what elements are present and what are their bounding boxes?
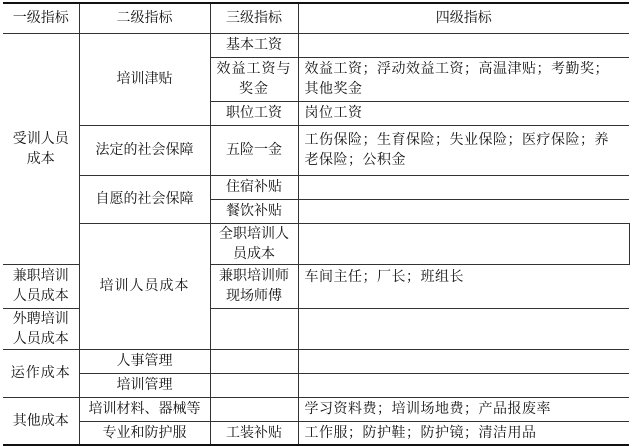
- level1-cell: 其他成本: [3, 397, 79, 445]
- level2-cell: 培训管理: [79, 373, 210, 397]
- level3-cell: 职位工资: [210, 101, 298, 125]
- level1-cell: 运作成本: [3, 349, 79, 397]
- level4-cell: [298, 373, 629, 397]
- level1-cell: 受训人员成本: [3, 33, 79, 264]
- level3-cell: [210, 264, 298, 308]
- level4-cell: 效益工资；浮动效益工资；高温津贴；考勤奖；其他奖金: [298, 57, 629, 101]
- level3-cell: 工装补贴: [210, 421, 298, 445]
- level3-line: 兼职培训师: [219, 268, 289, 284]
- level2-cell: 兼职培训人员成本: [3, 264, 79, 308]
- level4-cell: 岗位工资: [298, 101, 629, 125]
- level1-cell: 培训人员成本: [79, 223, 210, 349]
- header-level1: 一级指标: [3, 3, 79, 33]
- table-row: [3, 397, 629, 421]
- table-row: [3, 125, 629, 175]
- table-row: [3, 373, 629, 397]
- level3-cell: 餐饮补贴: [210, 199, 298, 223]
- level2-cell: 全职培训人员成本: [210, 223, 298, 264]
- level4-cell: [298, 33, 629, 57]
- level4-cell: 车间主任；厂长；班组长: [298, 264, 629, 308]
- level4-cell: 工作服；防护鞋；防护镜；清洁用品: [298, 421, 629, 445]
- header-level3: 三级指标: [210, 3, 298, 33]
- level2-cell: 专业和防护服: [79, 421, 210, 445]
- level3-cell: [298, 223, 629, 264]
- level4-cell: [298, 308, 629, 349]
- level3-cell: [210, 373, 298, 397]
- table-row: [3, 33, 629, 57]
- level2-cell: 人事管理: [79, 349, 210, 373]
- level4-cell: 工伤保险；生育保险；失业保险；医疗保险；养老保险；公积金: [298, 125, 629, 175]
- level4-cell: [298, 199, 629, 223]
- header-row: [3, 3, 629, 33]
- table-row: [3, 223, 629, 264]
- level2-cell: 培训材料、器械等: [79, 397, 210, 421]
- level3-cell: 住宿补贴: [210, 175, 298, 199]
- level3-cell: [210, 397, 298, 421]
- table-row: [3, 175, 629, 199]
- level3-cell: [210, 349, 298, 373]
- level2-cell: 外聘培训人员成本: [3, 308, 79, 349]
- level4-cell: [298, 175, 629, 199]
- level3-line: 现场师傅: [226, 288, 282, 304]
- level2-cell: 法定的社会保障: [79, 125, 210, 175]
- level3-cell: [210, 308, 298, 349]
- header-level2: 二级指标: [79, 3, 210, 33]
- level3-cell: 基本工资: [210, 33, 298, 57]
- level3-cell: 效益工资与奖金: [210, 57, 298, 101]
- table-row: [3, 421, 629, 445]
- level4-cell: [298, 349, 629, 373]
- header-level4: 四级指标: [298, 3, 629, 33]
- table-row: [3, 349, 629, 373]
- level2-cell: 培训津贴: [79, 33, 210, 125]
- cost-indicator-table: [3, 2, 629, 446]
- level4-cell: 学习资料费；培训场地费；产品报废率: [298, 397, 629, 421]
- level3-cell: 五险一金: [210, 125, 298, 175]
- level2-cell: 自愿的社会保障: [79, 175, 210, 223]
